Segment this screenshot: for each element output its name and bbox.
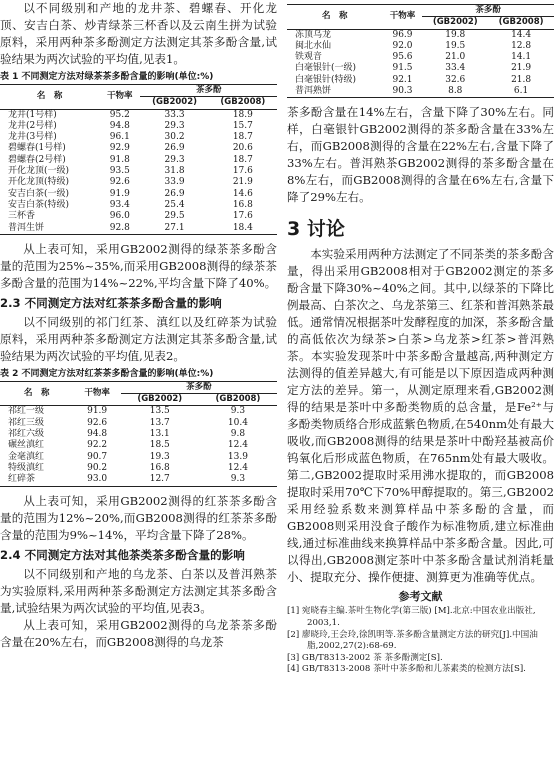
table-3-discussion: 茶多酚含量在14%左右，含量下降了30%左右。同样，白毫银针GB2002测得的茶多酚含量在33%左右，而GB2008测得的含量在22%左右,含量下降了33%左右。普洱熟茶GB2002测得的茶多酚含量在8%左右，而GB2008测得的含量在6%左右,含量下降了29%左右。 (287, 105, 554, 205)
table-row (0, 155, 277, 166)
gb2002-cell: 27.1 (164, 222, 185, 233)
group-header: 茶多酚 (140, 85, 277, 97)
gb2002-cell: 29.5 (164, 211, 185, 222)
dry-rate-cell: 96.1 (109, 132, 130, 143)
gb2002-cell: 21.0 (445, 52, 466, 63)
right-column (287, 0, 554, 676)
gb2002-cell: 33.3 (164, 109, 185, 120)
table-1 (0, 84, 277, 235)
dry-rate-cell: 93.0 (87, 474, 108, 485)
gb2002-cell: 19.3 (149, 451, 170, 462)
table-1-caption: 表 1 不同测定方法对绿茶茶多酚含量的影响(单位:%) (0, 72, 214, 82)
dry-rate-cell: 91.5 (392, 63, 413, 74)
dry-rate-cell: 96.0 (109, 211, 130, 222)
gb2002-cell: 19.5 (445, 40, 466, 51)
tea-name-cell: 碧螺春(1号样) (8, 143, 66, 154)
table-row (287, 52, 554, 63)
gb2008-cell: 14.4 (511, 29, 532, 40)
gb2002-cell: 29.3 (164, 120, 185, 131)
section-3-heading: 3 讨论 (287, 218, 345, 241)
col-a-header: (GB2002) (140, 97, 208, 109)
gb2008-cell: 17.6 (232, 211, 253, 222)
tea-name-cell: 红碎茶 (8, 474, 36, 485)
gb2008-cell: 21.9 (511, 63, 532, 74)
col-name-header: 名 称 (287, 5, 383, 30)
tea-name-cell: 祁红六级 (8, 429, 45, 440)
col-dry-header: 干物率 (383, 5, 423, 30)
tea-name-cell: 祁红一级 (8, 406, 45, 417)
gb2008-cell: 21.9 (232, 177, 253, 188)
gb2002-cell: 32.6 (445, 74, 466, 85)
dry-rate-cell: 92.2 (87, 440, 108, 451)
dry-rate-cell: 92.9 (109, 143, 130, 154)
group-header: 茶多酚 (121, 381, 277, 393)
gb2002-cell: 26.9 (164, 188, 185, 199)
tea-name-cell: 白毫银针(一级) (295, 63, 357, 74)
gb2008-cell: 10.4 (227, 417, 248, 428)
gb2008-cell: 15.7 (232, 120, 253, 131)
tea-name-cell: 铁观音 (295, 52, 323, 63)
dry-rate-cell: 96.9 (392, 29, 413, 40)
left-column (0, 0, 277, 651)
section-2-4-paragraph: 以不同级别和产地的乌龙茶、白茶以及普洱熟茶为实验原料,采用两种茶多酚测定方法测定其茶多酚含量,试验结果为两次试验的平均值,见表3。 (0, 566, 277, 615)
table-row (0, 177, 277, 188)
tea-name-cell: 开化龙顶(特级) (8, 177, 70, 188)
col-name-header: 名 称 (0, 381, 74, 406)
dry-rate-cell: 92.0 (392, 40, 413, 51)
tea-name-cell: 祁红三级 (8, 417, 45, 428)
gb2008-cell: 6.1 (513, 86, 529, 97)
dry-rate-cell: 92.6 (109, 177, 130, 188)
gb2002-cell: 33.4 (445, 63, 466, 74)
gb2002-cell: 13.1 (149, 429, 170, 440)
gb2002-cell: 29.3 (164, 154, 185, 165)
gb2008-cell: 16.8 (232, 199, 253, 210)
gb2002-cell: 26.9 (164, 143, 185, 154)
table-row (0, 189, 277, 200)
gb2002-cell: 16.8 (149, 462, 170, 473)
table-2-discussion: 从上表可知，采用GB2002测得的红茶茶多酚含量的范围为12%~20%,而GB2008测得的红茶茶多酚含量的范围为9%~14%，平均含量下降了28%。 (0, 493, 277, 542)
gb2002-cell: 8.8 (448, 86, 463, 97)
col-dry-header: 干物率 (99, 85, 140, 110)
gb2008-cell: 9.8 (230, 429, 246, 440)
group-header: 茶多酚 (422, 5, 554, 17)
table-row (0, 166, 277, 177)
tea-name-cell: 三杯香 (8, 211, 36, 222)
col-b-header: (GB2008) (488, 17, 554, 29)
table-row (0, 452, 277, 463)
gb2008-cell: 9.3 (230, 474, 246, 485)
section-2-4-paragraph-b: 从上表可知，采用GB2002测得的乌龙茶茶多酚含量在20%左右，而GB2008测得的乌龙茶 (0, 617, 277, 649)
col-b-header: (GB2008) (199, 394, 277, 406)
dry-rate-cell: 92.1 (392, 74, 413, 85)
intro-paragraph: 以不同级别和产地的龙井茶、碧螺春、开化龙顶、安吉白茶、炒青绿茶三杯香以及云南生拼为试验原料，采用两种茶多酚测定方法测定其茶多酚含量,试验结果为两次试验的平均值,见表1。 (0, 1, 277, 66)
gb2002-cell: 30.2 (164, 132, 185, 143)
gb2008-cell: 13.9 (227, 451, 248, 462)
gb2008-cell: 17.6 (232, 166, 253, 177)
reference-item: [1] 宛晓春主编.茶叶生物化学(第三版) [M].北京:中国农业出版社, 2003,1. (287, 606, 536, 628)
table-row (0, 440, 277, 451)
table-row (287, 75, 554, 86)
table-row (287, 86, 554, 98)
dry-rate-cell: 90.3 (392, 86, 413, 97)
dry-rate-cell: 93.4 (109, 199, 130, 210)
table-row (0, 474, 277, 486)
gb2008-cell: 12.4 (227, 440, 248, 451)
dry-rate-cell: 92.6 (87, 417, 108, 428)
tea-name-cell: 碾丝滇红 (8, 440, 45, 451)
table-row (0, 463, 277, 474)
references-heading: 参考文献 (398, 590, 443, 604)
table-row (0, 418, 277, 429)
dry-rate-cell: 92.8 (109, 222, 130, 233)
dry-rate-cell: 90.2 (87, 462, 108, 473)
gb2002-cell: 25.4 (164, 199, 185, 210)
table-row (287, 41, 554, 52)
gb2008-cell: 9.3 (230, 406, 246, 417)
dry-rate-cell: 94.8 (87, 429, 108, 440)
gb2002-cell: 13.5 (149, 406, 170, 417)
gb2008-cell: 12.8 (511, 40, 532, 51)
references-list (287, 606, 554, 676)
dry-rate-cell: 90.7 (87, 451, 108, 462)
tea-name-cell: 普洱生饼 (8, 222, 45, 233)
col-b-header: (GB2008) (209, 97, 277, 109)
dry-rate-cell: 95.2 (109, 109, 130, 120)
tea-name-cell: 普洱熟饼 (295, 86, 332, 97)
dry-rate-cell: 91.9 (87, 406, 108, 417)
gb2008-cell: 18.7 (232, 132, 253, 143)
table-row (287, 63, 554, 74)
reference-item: [2] 廖晓玲,王会玲,徐凯明等.茶多酚含量测定方法的研究[J].中国油脂,2002,27(2):68-69. (287, 629, 538, 652)
dry-rate-cell: 94.8 (109, 120, 130, 131)
dry-rate-cell: 95.6 (392, 52, 413, 63)
tea-name-cell: 安吉白茶(特级) (8, 199, 70, 210)
table-row (0, 223, 277, 235)
gb2008-cell: 12.4 (227, 462, 248, 473)
table-3 (287, 4, 554, 98)
section-2-4-heading: 2.4 不同测定方法对其他茶类茶多酚含量的影响 (0, 547, 245, 562)
gb2002-cell: 33.9 (164, 177, 185, 188)
gb2002-cell: 31.8 (164, 166, 185, 177)
gb2002-cell: 18.5 (149, 440, 170, 451)
tea-name-cell: 闽北水仙 (295, 40, 332, 51)
table-row (0, 132, 277, 143)
table-2-caption: 表 2 不同测定方法对红茶茶多酚含量的影响(单位:%) (0, 368, 214, 379)
gb2008-cell: 20.6 (232, 143, 253, 154)
table-row (0, 121, 277, 132)
table-2 (0, 381, 277, 487)
discussion-paragraph: 本实验采用两种方法测定了不同茶类的茶多酚含量，得出采用GB2008相对于GB2002测定的茶多酚含量下降30%~40%之间。其中,以绿茶的下降比例最高、白茶次之、乌龙茶第三、红茶和普洱熟茶最低。通常情况根据茶叶发酵程度的加深，茶多酚含量的高低依次为绿茶>白茶>乌龙茶>红茶>普洱熟茶。本实验发现茶叶中茶多酚含量越高,两种测定方法测得的值差异越大,有可能是以下原因造成两种测定方法的差异。第一，从测定原理来看,GB2002测得的结果是茶叶中多酚类物质的总含量，是Fe²⁺与多酚类物质络合形成蓝紫色物质,在540nm处有最大吸收,而GB2008测得的结果是茶叶中酚羟基被高价钨氧化后形成蓝色物质，在765nm处有最大吸收。第二,GB2002提取时采用沸水提取的，而GB2008提取时采用70℃下70%甲醇提取的。第三,GB2002采用经验系数来测算样品中茶多酚的含量，而GB2008则采用没食子酸作为标准物质,建立标准曲线,通过标准曲线来换算样品中茶多酚含量。因此,可以得出,GB2008测定茶叶中茶多酚含量试剂消耗量小、提取充分、操作便捷、测算更为准确等优点。 (287, 247, 554, 585)
table-row (0, 429, 277, 440)
gb2008-cell: 18.9 (232, 109, 253, 120)
tea-name-cell: 安吉白茶(一级) (8, 188, 70, 199)
dry-rate-cell: 91.9 (109, 188, 130, 199)
col-a-header: (GB2002) (422, 17, 488, 29)
reference-item: [3] GB/T8313-2002 茶 茶多酚测定[S]. (287, 652, 443, 663)
reference-item: [4] GB/T8313-2008 茶叶中茶多酚和儿茶素类的检测方法[S]. (287, 664, 526, 675)
gb2002-cell: 13.7 (149, 417, 170, 428)
gb2008-cell: 18.7 (232, 154, 253, 165)
gb2008-cell: 21.8 (511, 74, 532, 85)
table-row (0, 109, 277, 121)
tea-name-cell: 龙井(2号样) (8, 120, 57, 131)
tea-name-cell: 特级滇红 (8, 462, 45, 473)
col-name-header: 名 称 (0, 85, 99, 110)
tea-name-cell: 冻顶乌龙 (295, 29, 332, 40)
dry-rate-cell: 91.8 (109, 154, 130, 165)
gb2008-cell: 18.4 (232, 222, 253, 233)
section-2-3-paragraph: 以不同级别的祁门红茶、滇红以及红碎茶为试验原料，采用两种茶多酚测定方法测定其茶多酚含量,试验结果为两次试验的平均值,见表2。 (0, 314, 277, 363)
table-row (0, 200, 277, 211)
dry-rate-cell: 93.5 (109, 166, 130, 177)
gb2002-cell: 19.8 (445, 29, 466, 40)
col-dry-header: 干物率 (74, 381, 121, 406)
table-row (0, 406, 277, 418)
gb2002-cell: 12.7 (149, 474, 170, 485)
gb2008-cell: 14.1 (511, 52, 532, 63)
tea-name-cell: 开化龙顶(一级) (8, 166, 70, 177)
tea-name-cell: 金毫滇红 (8, 451, 45, 462)
tea-name-cell: 龙井(3号样) (8, 132, 57, 143)
section-2-3-heading: 2.3 不同测定方法对红茶茶多酚含量的影响 (0, 295, 222, 310)
tea-name-cell: 白毫银针(特级) (295, 74, 357, 85)
col-a-header: (GB2002) (121, 394, 199, 406)
tea-name-cell: 龙井(1号样) (8, 109, 57, 120)
tea-name-cell: 碧螺春(2号样) (8, 154, 66, 165)
gb2008-cell: 14.6 (232, 188, 253, 199)
table-row (0, 211, 277, 222)
table-row (0, 143, 277, 154)
table-row (287, 29, 554, 41)
table-1-discussion: 从上表可知，采用GB2002测得的绿茶茶多酚含量的范围为25%~35%,而采用GB2008测得的绿茶茶多酚含量的范围为14%~22%,平均含量下降了40%。 (0, 241, 277, 290)
